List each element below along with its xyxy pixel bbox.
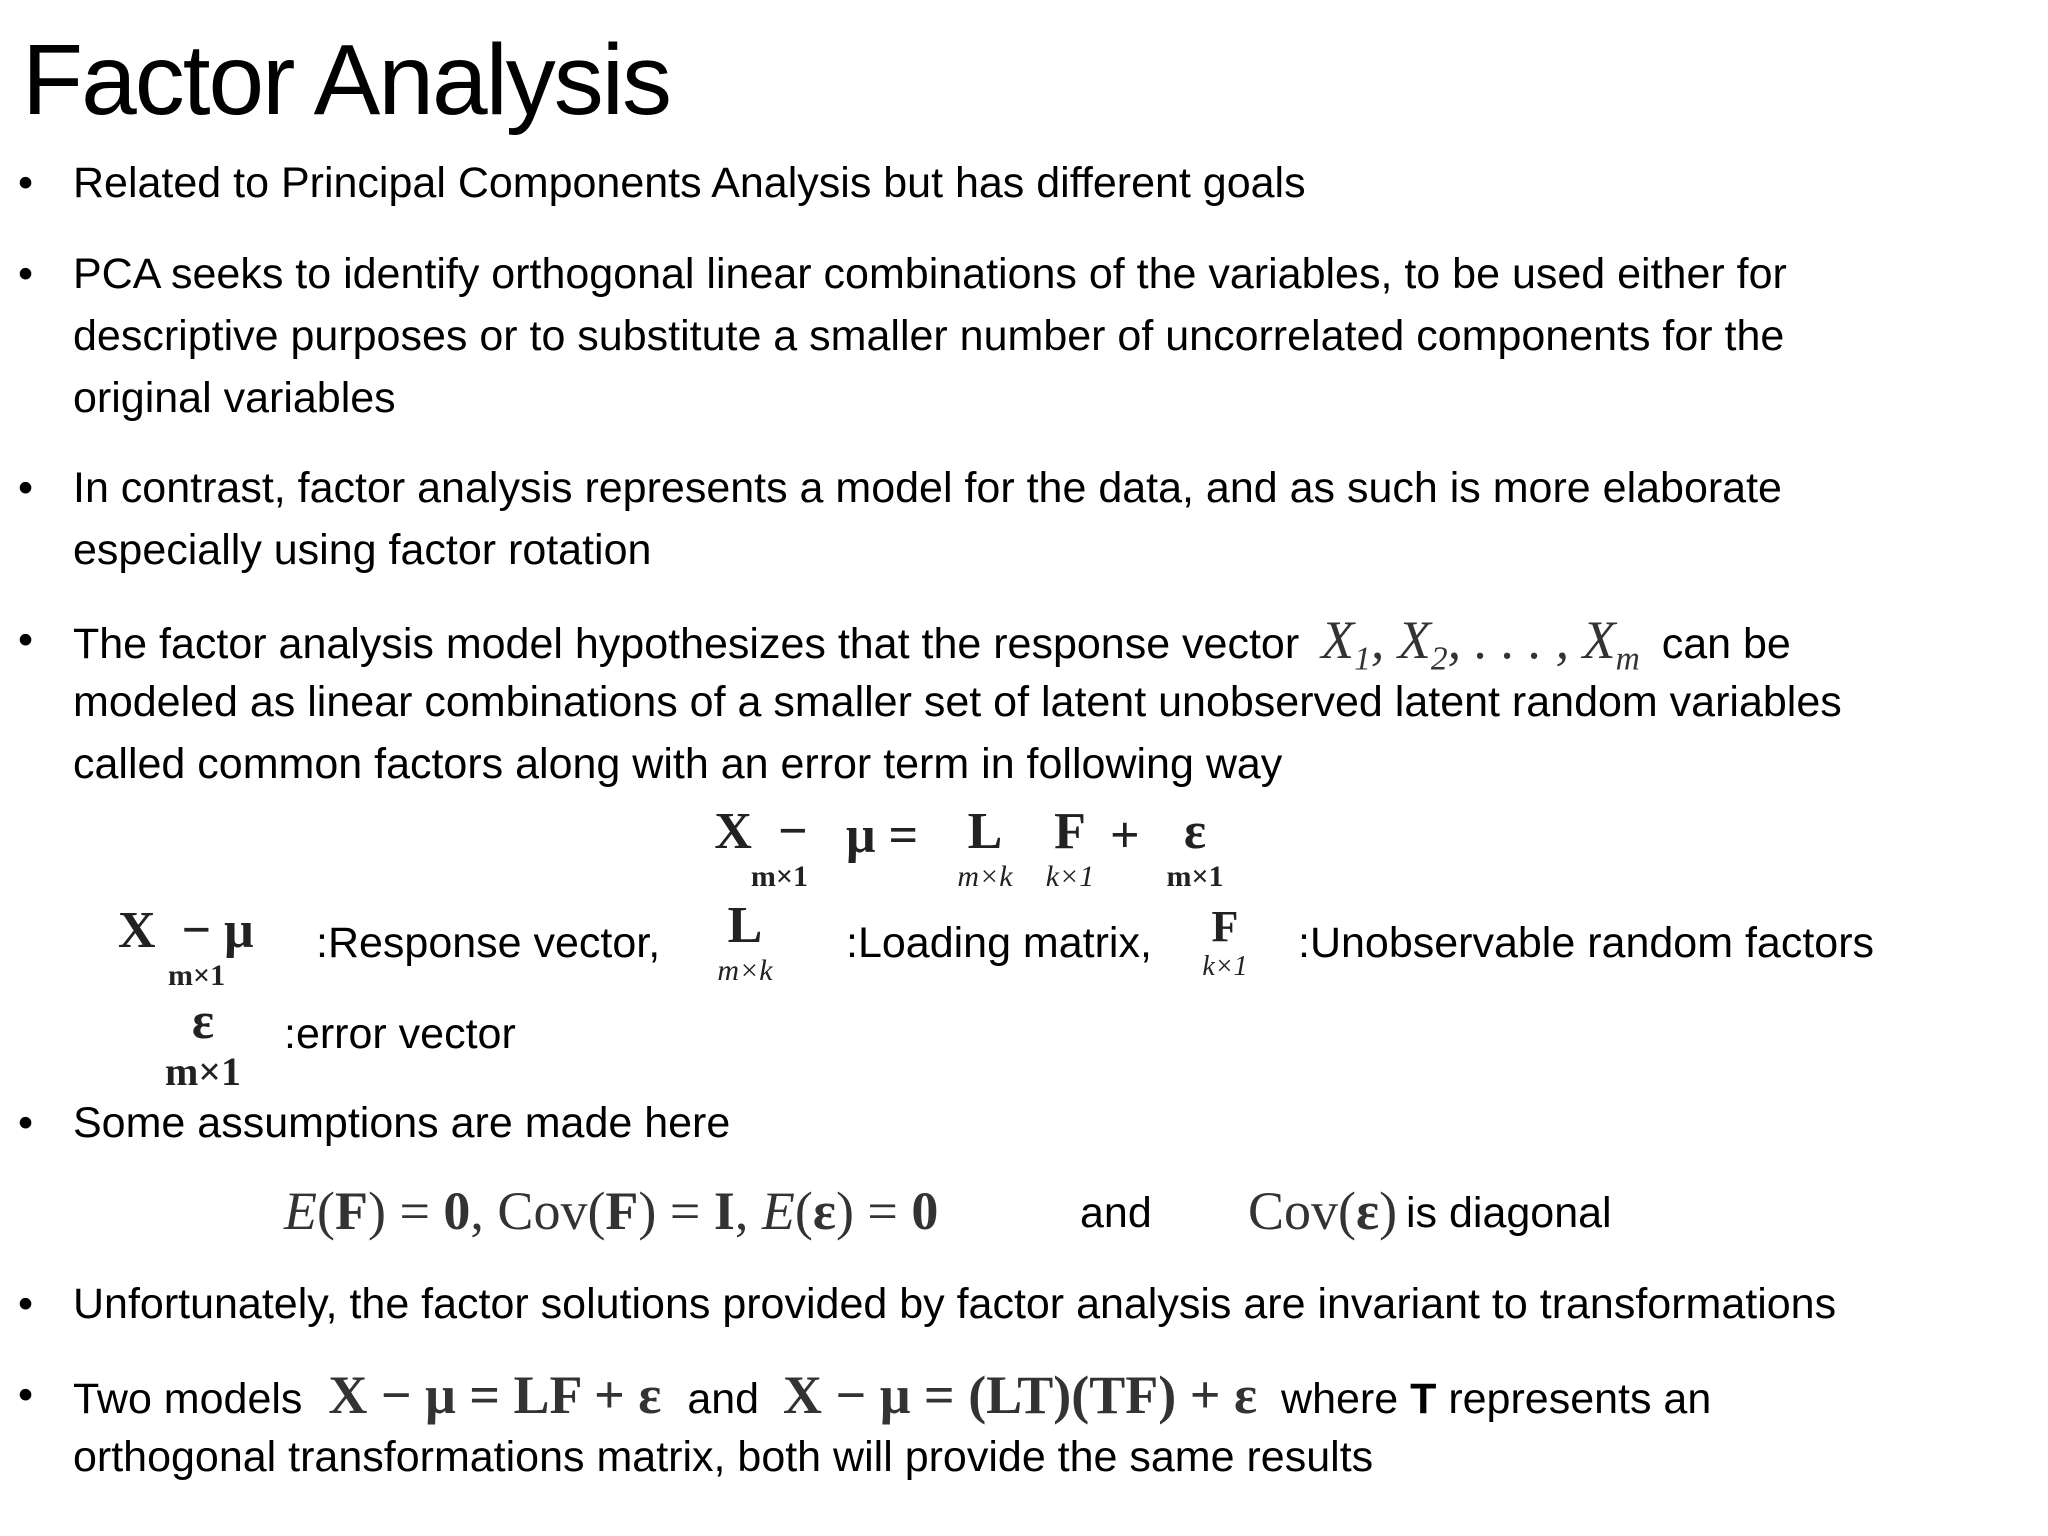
bullet-7-line-2: orthogonal transformations matrix, both will provide the same results — [73, 1433, 1374, 1481]
bullet-marker: • — [18, 1099, 34, 1147]
eq-mu-equals: μ = — [846, 807, 919, 864]
bullet-7-T: T — [1410, 1375, 1437, 1423]
assumptions-and: and — [1080, 1189, 1152, 1237]
bullet-1-text: Related to Principal Components Analysis but has different goals — [73, 159, 1306, 207]
cov-eps-formula: Cov(ε) — [1248, 1181, 1398, 1241]
bullet-marker: • — [18, 250, 34, 298]
bullet-4-line-1-pre: The factor analysis model hypothesizes that the response vector — [73, 620, 1300, 668]
assumptions-diagonal: is diagonal — [1406, 1189, 1612, 1237]
bullet-7-post: represents an — [1448, 1375, 1712, 1423]
bullet-4-line-2: modeled as linear combinations of a smaller set of latent unobserved latent random variables — [73, 678, 1842, 726]
legend-f-symbol: F k×1 — [1202, 902, 1248, 982]
bullet-5-text: Some assumptions are made here — [73, 1099, 731, 1147]
bullet-marker: • — [18, 159, 34, 207]
bullet-7-where: where — [1281, 1375, 1399, 1423]
eq-plus: + — [1110, 807, 1140, 864]
bullet-7-and: and — [687, 1375, 760, 1423]
page-title: Factor Analysis — [22, 24, 671, 136]
legend-error-label: :error vector — [284, 1010, 516, 1058]
eq-l-term: L m×k — [957, 803, 1013, 893]
legend-eps-symbol: ε m×1 — [164, 993, 242, 1094]
eq-f-term: F k×1 — [1045, 803, 1095, 893]
bullet-2-line-2: descriptive purposes or to substitute a smaller number of uncorrelated components for the — [73, 312, 1785, 360]
bullet-7-line-1 — [73, 1364, 1711, 1430]
legend-x-mu-symbol: X − μ m×1 — [118, 902, 254, 992]
model-1-formula: X − μ = LF + ε — [328, 1365, 662, 1425]
bullet-2-line-1: PCA seeks to identify orthogonal linear combinations of the variables, to be used either for — [73, 250, 1787, 298]
response-vector-formula: $X_1$, $X_2$, . . . , $X_m$ — [1321, 610, 1640, 678]
bullet-marker: • — [18, 616, 34, 664]
assumptions-formula: E(F) = 0, Cov(F) = I, E(ε) = 0 — [284, 1181, 939, 1241]
bullet-7-pre: Two models — [73, 1375, 303, 1423]
model-2-formula: X − μ = (LT)(TF) + ε — [783, 1365, 1258, 1425]
bullet-3-line-2: especially using factor rotation — [73, 526, 652, 574]
legend-response-label: :Response vector, — [316, 919, 661, 967]
eq-eps-term: ε m×1 — [1166, 803, 1224, 893]
bullet-4-line-3: called common factors along with an error term in following way — [73, 740, 1283, 788]
bullet-2-line-3: original variables — [73, 374, 396, 422]
legend-l-symbol: L m×k — [717, 897, 773, 987]
eq-x-term: X − m×1 — [714, 803, 808, 893]
bullet-marker: • — [18, 1371, 34, 1419]
bullet-marker: • — [18, 464, 34, 512]
bullet-6-text: Unfortunately, the factor solutions provided by factor analysis are invariant to transformations — [73, 1280, 1837, 1328]
legend-factors-label: :Unobservable random factors — [1298, 919, 1875, 967]
bullet-4-line-1-post: can be — [1661, 620, 1791, 668]
legend-loading-label: :Loading matrix, — [846, 919, 1152, 967]
bullet-marker: • — [18, 1280, 34, 1328]
bullet-3-line-1: In contrast, factor analysis represents a model for the data, and as such is more elaborate — [73, 464, 1782, 512]
